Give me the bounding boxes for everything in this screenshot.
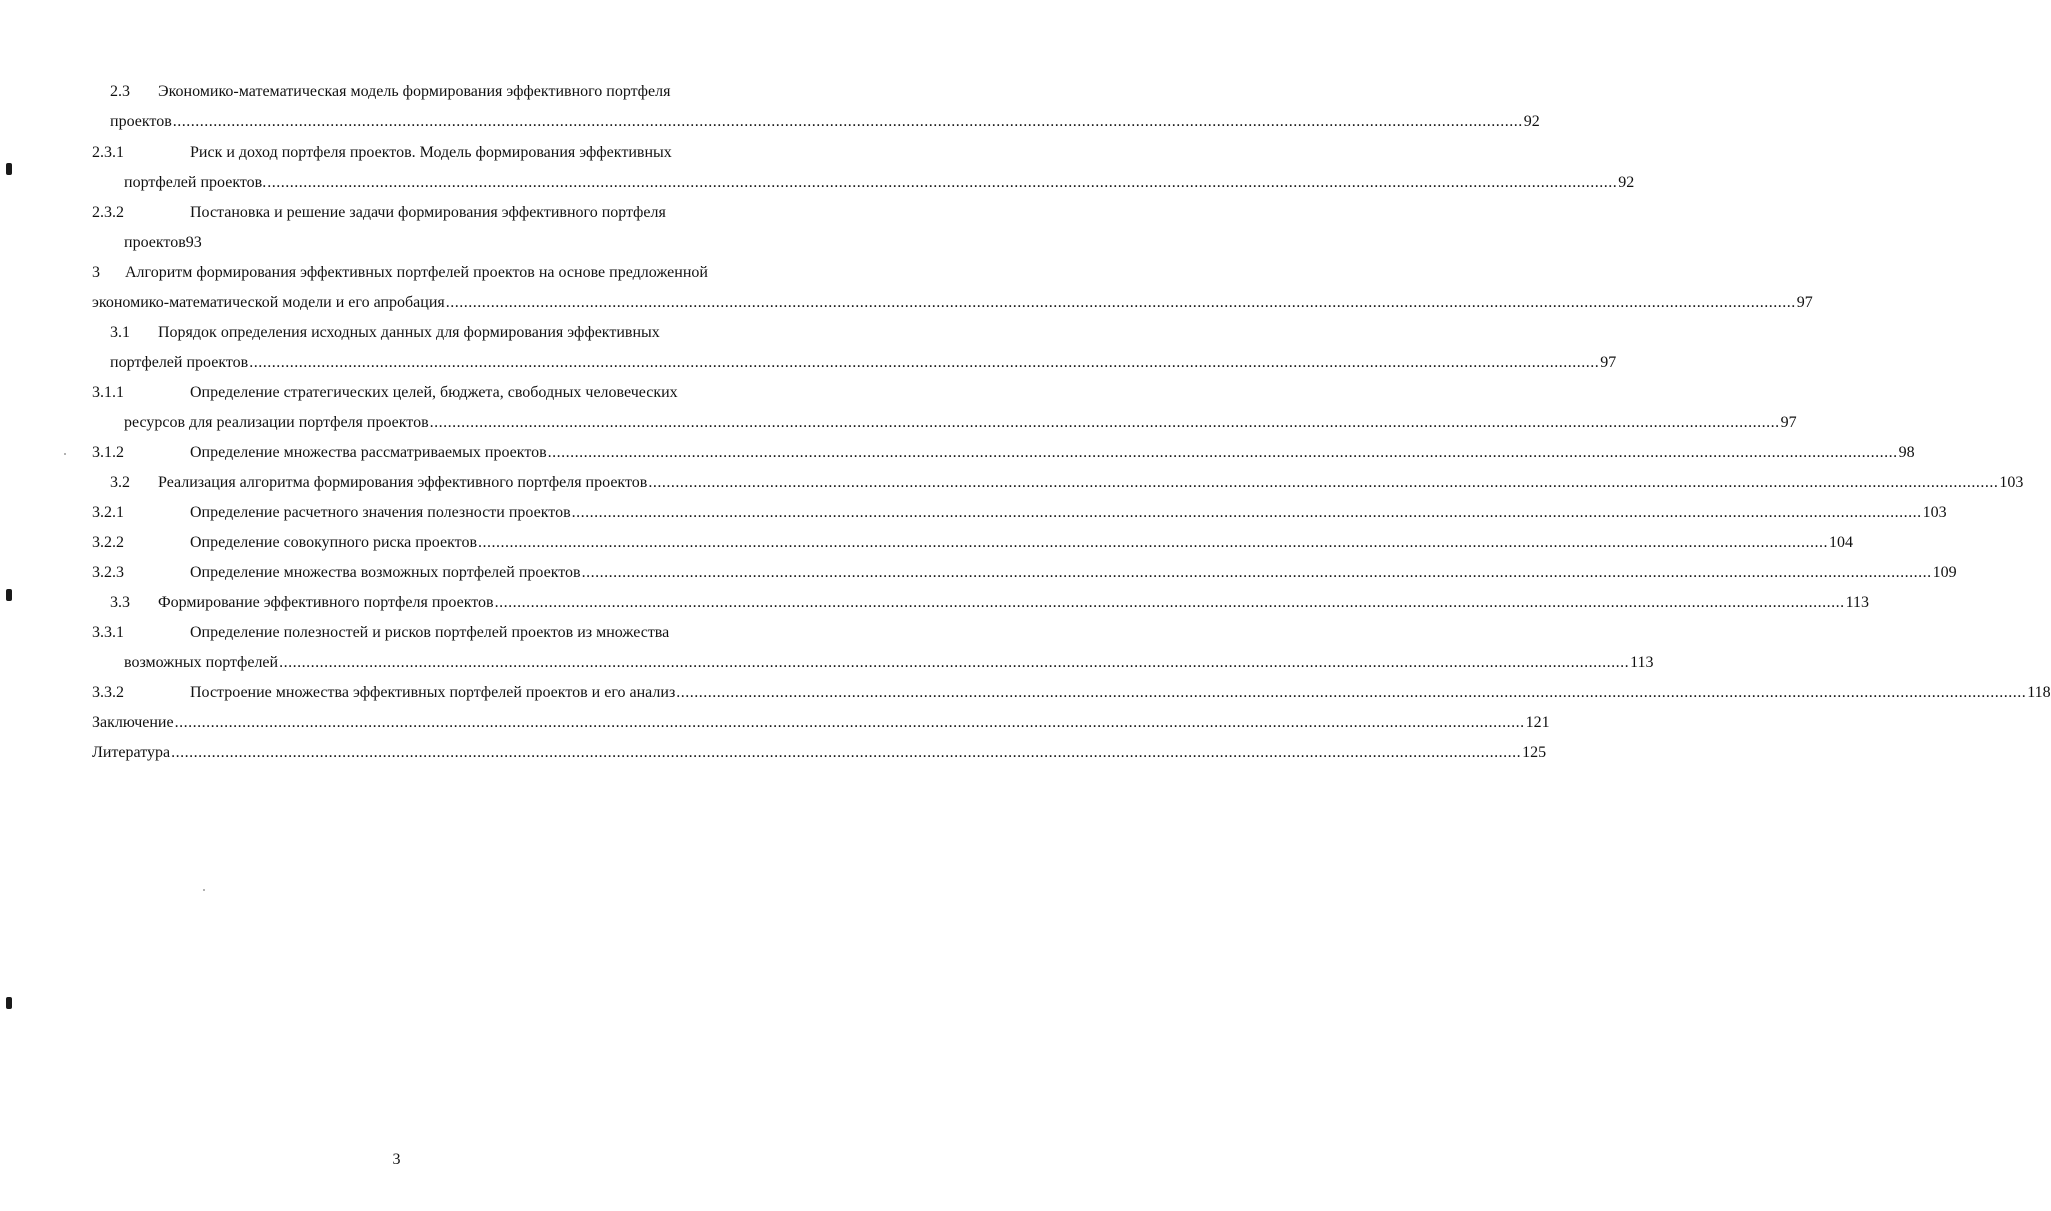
toc-entry[interactable] — [0, 738, 1547, 768]
toc-leader-dots: ............................................................................................................................................................................................................................................................................................................ — [429, 414, 1780, 431]
toc-entry-page: 125 — [1522, 744, 1547, 761]
toc-leader-dots: ............................................................................................................................................................................................................................................................................................................ — [547, 444, 1898, 461]
toc-entry-number: 2.3 — [110, 83, 130, 100]
toc-entry[interactable] — [0, 708, 1550, 738]
toc-leader-dots: ............................................................................................................................................................................................................................................................................................................ — [445, 294, 1796, 311]
toc-entry-page: 113 — [1630, 654, 1654, 671]
toc-leader-dots: ............................................................................................................................................................................................................................................................................................................ — [174, 714, 1525, 731]
toc-entry-page: 103 — [1922, 504, 1947, 521]
toc-leader-dots: ............................................................................................................................................................................................................................................................................................................ — [267, 174, 1618, 191]
toc-entry-number: 3.1 — [110, 324, 130, 341]
toc-entry[interactable] — [0, 468, 2024, 498]
toc-entry-title: Литература — [92, 744, 171, 761]
toc-entry-number: 3.2 — [110, 474, 130, 491]
toc-entry-title-cont: портфелей проектов — [110, 354, 249, 371]
toc-entry[interactable] — [0, 528, 1853, 558]
toc-entry-number: 2.3.1 — [92, 144, 124, 161]
toc-entry-title-cont: экономико-математической модели и его апробация — [92, 294, 445, 311]
toc-entry-page: 104 — [1829, 534, 1853, 551]
margin-mark — [6, 997, 12, 1009]
toc-entry-title: Алгоритм формирования эффективных портфелей проектов на основе предложенной — [125, 264, 708, 281]
page-number: 3 — [392, 1151, 401, 1168]
toc-entry-number: 3.2.3 — [92, 564, 124, 581]
toc-entry-page: 121 — [1525, 714, 1550, 731]
toc-entry-title: Определение множества возможных портфелей проектов — [190, 564, 581, 581]
toc-entry-title-cont: проектов — [124, 234, 186, 251]
toc-entry-title-cont: проектов — [110, 113, 172, 130]
toc-entry[interactable] — [0, 588, 1869, 618]
toc-entry[interactable] — [0, 258, 1813, 318]
toc-entry-page: 103 — [1999, 474, 2024, 491]
toc-entry-page: 97 — [1796, 294, 1813, 311]
toc-entry-page: 109 — [1932, 564, 1957, 581]
toc-entry-number: 3.1.1 — [92, 384, 124, 401]
toc-entry-title: Реализация алгоритма формирования эффективного портфеля проектов — [158, 474, 648, 491]
toc-entry-number: 3.3 — [110, 594, 130, 611]
toc-entry-title: Определение расчетного значения полезности проектов — [190, 504, 571, 521]
toc-entry[interactable] — [0, 438, 1915, 468]
toc-entry[interactable] — [0, 378, 1797, 438]
toc-entry-number: 3.1.2 — [92, 444, 124, 461]
scan-speck — [203, 889, 205, 891]
toc-entry-page: 98 — [1898, 444, 1915, 461]
toc-entry-page: 97 — [1780, 414, 1797, 431]
toc-entry-title: Построение множества эффективных портфелей проектов и его анализ — [190, 684, 676, 701]
toc-entry-page: 113 — [1845, 594, 1869, 611]
toc-leader-dots: ............................................................................................................................................................................................................................................................................................................ — [581, 564, 1932, 581]
toc-entry[interactable] — [0, 618, 1654, 678]
toc-entry-title: Риск и доход портфеля проектов. Модель формирования эффективных — [190, 144, 672, 161]
toc-leader-dots: ............................................................................................................................................................................................................................................................................................................ — [494, 594, 1845, 611]
toc-leader-dots: ............................................................................................................................................................................................................................................................................................................ — [648, 474, 1999, 491]
toc-entry-title-cont: возможных портфелей — [124, 654, 279, 671]
toc-leader-dots: ............................................................................................................................................................................................................................................................................................................ — [571, 504, 1922, 521]
toc-entry-title: Формирование эффективного портфеля проектов — [158, 594, 494, 611]
toc-entry-title: Постановка и решение задачи формирования эффективного портфеля — [190, 204, 666, 221]
toc-entry-number: 2.3.2 — [92, 204, 124, 221]
toc-entry-title: Экономико-математическая модель формирования эффективного портфеля — [158, 83, 671, 100]
toc-entry-number: 3.3.1 — [92, 624, 124, 641]
toc-entry-title: Определение множества рассматриваемых проектов — [190, 444, 547, 461]
toc-entry[interactable] — [0, 138, 1635, 198]
toc-entry-page: 118 — [2027, 684, 2051, 701]
toc-leader-dots: ............................................................................................................................................................................................................................................................................................................ — [676, 684, 2027, 701]
toc-entry-title-cont: портфелей проектов. — [124, 174, 267, 191]
toc-entry-title: Заключение — [92, 714, 174, 731]
toc-entry-page: 93 — [185, 234, 202, 251]
toc-entry[interactable] — [0, 558, 1957, 588]
toc-entry-number: 3.2.2 — [92, 534, 124, 551]
toc-entry-title: Определение совокупного риска проектов — [190, 534, 477, 551]
toc-leader-dots: ............................................................................................................................................................................................................................................................................................................ — [172, 113, 1523, 130]
toc-leader-dots: ............................................................................................................................................................................................................................................................................................................ — [478, 534, 1828, 551]
toc-entry-number: 3 — [92, 264, 100, 281]
toc-entry-title: Определение стратегических целей, бюджета, свободных человеческих — [190, 384, 678, 401]
toc-leader-dots: ............................................................................................................................................................................................................................................................................................................ — [279, 654, 1630, 671]
toc-entry-title: Определение полезностей и рисков портфелей проектов из множества — [190, 624, 670, 641]
toc-entry[interactable] — [0, 198, 793, 258]
toc-leader-dots: ............................................................................................................................................................................................................................................................................................................ — [171, 744, 1522, 761]
toc-entry-title-cont: ресурсов для реализации портфеля проектов — [124, 414, 429, 431]
toc-entry-title: Порядок определения исходных данных для формирования эффективных — [158, 324, 660, 341]
toc-entry[interactable] — [0, 318, 1617, 378]
toc-entry-page: 92 — [1618, 174, 1635, 191]
toc-leader-dots: ............................................................................................................................................................................................................................................................................................................ — [249, 354, 1600, 371]
toc-entry[interactable] — [0, 498, 1947, 528]
toc-entry[interactable] — [0, 77, 1540, 137]
toc-entry[interactable] — [0, 678, 2051, 708]
toc-entry-number: 3.2.1 — [92, 504, 124, 521]
toc-entry-page: 92 — [1523, 113, 1540, 130]
toc-entry-number: 3.3.2 — [92, 684, 124, 701]
toc-entry-page: 97 — [1600, 354, 1617, 371]
